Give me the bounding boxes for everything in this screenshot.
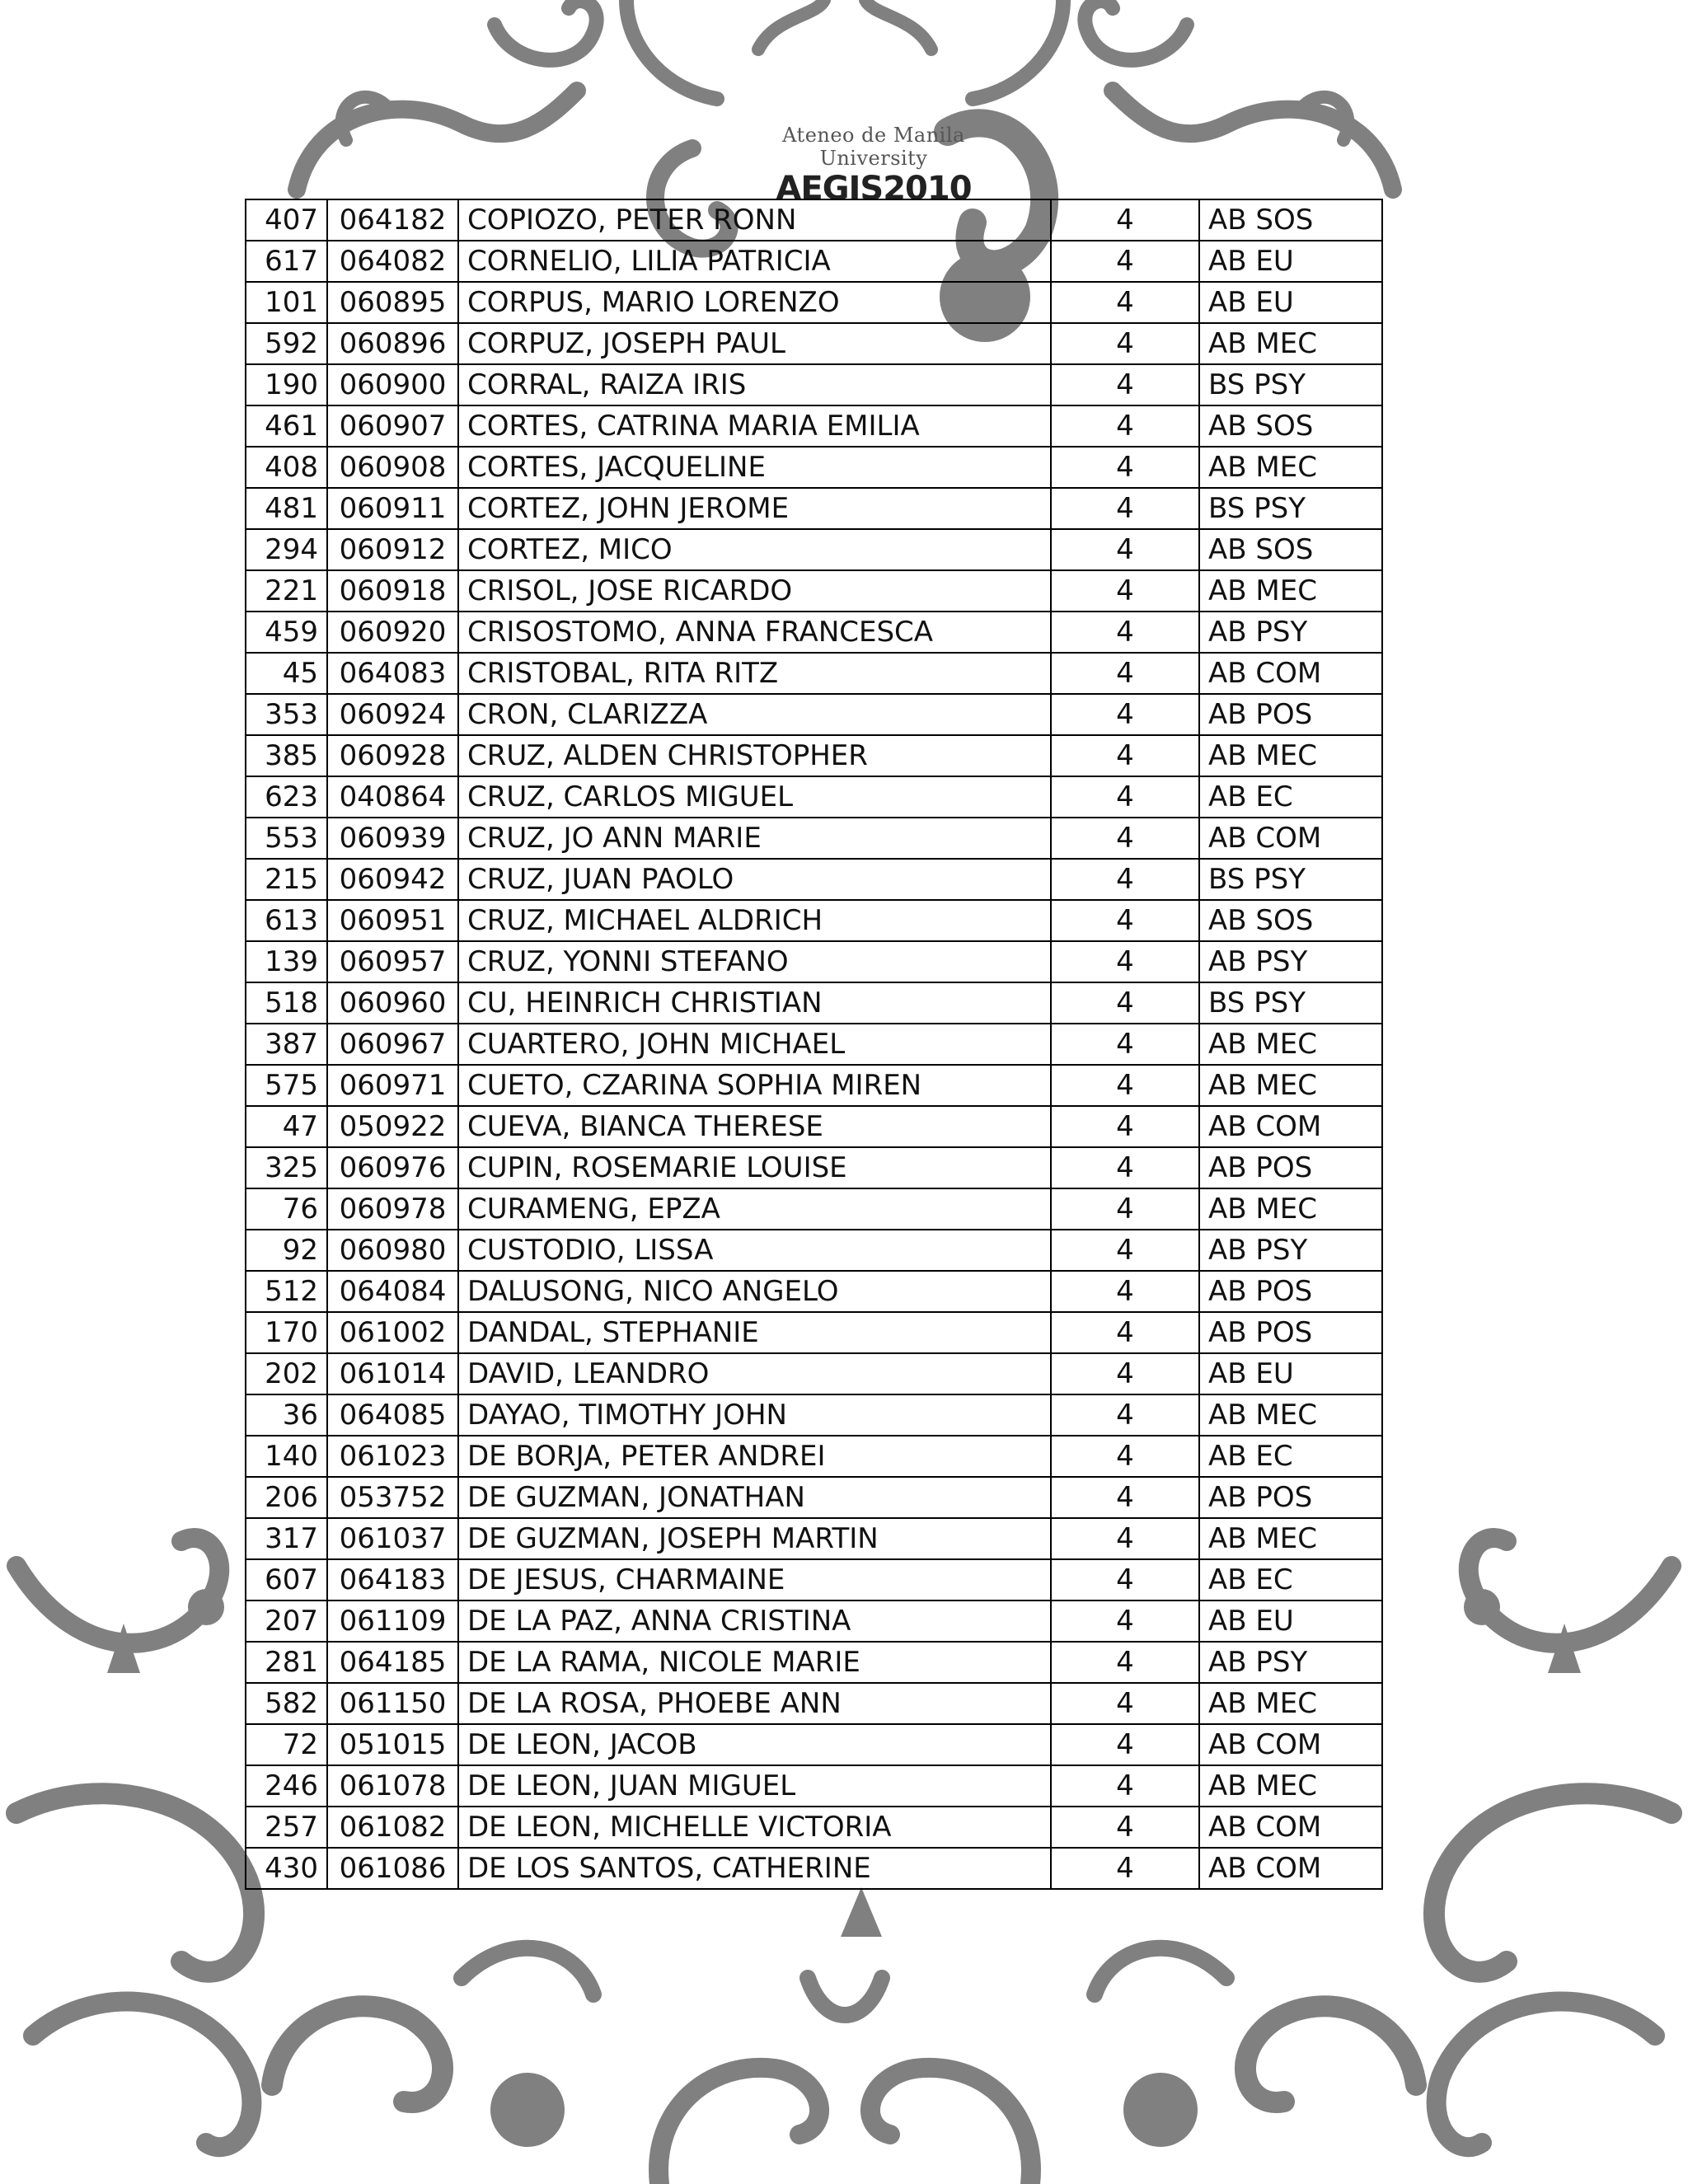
row-number: 36 [246, 1394, 327, 1436]
course-code: AB EU [1199, 282, 1382, 323]
course-code: AB MEC [1199, 1683, 1382, 1724]
student-id: 064183 [327, 1559, 458, 1601]
course-code: BS PSY [1199, 982, 1382, 1024]
course-code: AB POS [1199, 1477, 1382, 1518]
course-code: AB MEC [1199, 447, 1382, 488]
student-name: DE LA ROSA, PHOEBE ANN [458, 1683, 1051, 1724]
student-id: 064083 [327, 653, 458, 694]
row-number: 385 [246, 735, 327, 776]
student-id: 051015 [327, 1724, 458, 1765]
student-name: COPIOZO, PETER RONN [458, 199, 1051, 241]
table-row [246, 694, 1382, 735]
student-name: CORTEZ, JOHN JEROME [458, 488, 1051, 529]
student-id: 060951 [327, 900, 458, 941]
year-level: 4 [1051, 1683, 1199, 1724]
student-id: 060900 [327, 364, 458, 405]
table-row [246, 241, 1382, 282]
row-number: 140 [246, 1436, 327, 1477]
row-number: 257 [246, 1807, 327, 1848]
table-row [246, 1147, 1382, 1188]
table-row [246, 529, 1382, 570]
row-number: 518 [246, 982, 327, 1024]
course-code: BS PSY [1199, 364, 1382, 405]
table-row [246, 364, 1382, 405]
course-code: AB EU [1199, 1601, 1382, 1642]
table-row [246, 1188, 1382, 1230]
row-number: 613 [246, 900, 327, 941]
course-code: AB COM [1199, 818, 1382, 859]
table-row [246, 859, 1382, 900]
course-code: AB POS [1199, 1147, 1382, 1188]
student-id: 060896 [327, 323, 458, 364]
course-code: AB COM [1199, 1848, 1382, 1889]
student-name: CU, HEINRICH CHRISTIAN [458, 982, 1051, 1024]
course-code: AB POS [1199, 1271, 1382, 1312]
row-number: 592 [246, 323, 327, 364]
row-number: 72 [246, 1724, 327, 1765]
student-id: 060939 [327, 818, 458, 859]
student-name: CORTEZ, MICO [458, 529, 1051, 570]
table-row [246, 776, 1382, 818]
year-level: 4 [1051, 1394, 1199, 1436]
student-name: DE GUZMAN, JONATHAN [458, 1477, 1051, 1518]
table-row [246, 1518, 1382, 1559]
row-number: 317 [246, 1518, 327, 1559]
year-level: 4 [1051, 1147, 1199, 1188]
year-level: 4 [1051, 1436, 1199, 1477]
student-name: CORPUZ, JOSEPH PAUL [458, 323, 1051, 364]
table-row [246, 1024, 1382, 1065]
student-id: 064085 [327, 1394, 458, 1436]
course-code: AB EU [1199, 241, 1382, 282]
row-number: 190 [246, 364, 327, 405]
row-number: 325 [246, 1147, 327, 1188]
table-row [246, 1724, 1382, 1765]
student-id: 064185 [327, 1642, 458, 1683]
student-name: CORPUS, MARIO LORENZO [458, 282, 1051, 323]
student-id: 061086 [327, 1848, 458, 1889]
row-number: 221 [246, 570, 327, 612]
course-code: AB SOS [1199, 900, 1382, 941]
course-code: AB COM [1199, 653, 1382, 694]
table-row [246, 570, 1382, 612]
student-id: 064084 [327, 1271, 458, 1312]
year-level: 4 [1051, 1106, 1199, 1147]
student-id: 060908 [327, 447, 458, 488]
course-code: AB SOS [1199, 405, 1382, 447]
row-number: 207 [246, 1601, 327, 1642]
year-level: 4 [1051, 1477, 1199, 1518]
year-level: 4 [1051, 735, 1199, 776]
student-name: CRISOSTOMO, ANNA FRANCESCA [458, 612, 1051, 653]
row-number: 76 [246, 1188, 327, 1230]
year-level: 4 [1051, 900, 1199, 941]
student-id: 061002 [327, 1312, 458, 1353]
course-code: AB COM [1199, 1106, 1382, 1147]
student-id: 060895 [327, 282, 458, 323]
year-level: 4 [1051, 570, 1199, 612]
student-name: CUPIN, ROSEMARIE LOUISE [458, 1147, 1051, 1188]
student-id: 061037 [327, 1518, 458, 1559]
student-id: 050922 [327, 1106, 458, 1147]
course-code: AB EC [1199, 1559, 1382, 1601]
university-name: Ateneo de Manila University [782, 124, 965, 170]
year-level: 4 [1051, 282, 1199, 323]
student-id: 061014 [327, 1353, 458, 1394]
table-row [246, 1271, 1382, 1312]
student-name: CRUZ, YONNI STEFANO [458, 941, 1051, 982]
year-level: 4 [1051, 447, 1199, 488]
student-name: CORTES, JACQUELINE [458, 447, 1051, 488]
row-number: 481 [246, 488, 327, 529]
table-row [246, 488, 1382, 529]
student-id: 060924 [327, 694, 458, 735]
course-code: AB MEC [1199, 323, 1382, 364]
course-code: AB PSY [1199, 612, 1382, 653]
course-code: AB PSY [1199, 941, 1382, 982]
student-id: 040864 [327, 776, 458, 818]
row-number: 623 [246, 776, 327, 818]
year-level: 4 [1051, 859, 1199, 900]
row-number: 202 [246, 1353, 327, 1394]
year-level: 4 [1051, 1724, 1199, 1765]
student-id: 060971 [327, 1065, 458, 1106]
student-name: DE LA PAZ, ANNA CRISTINA [458, 1601, 1051, 1642]
table-row [246, 1065, 1382, 1106]
table-row [246, 1106, 1382, 1147]
student-name: CORRAL, RAIZA IRIS [458, 364, 1051, 405]
year-level: 4 [1051, 818, 1199, 859]
student-id: 060920 [327, 612, 458, 653]
student-name: DAVID, LEANDRO [458, 1353, 1051, 1394]
course-code: AB MEC [1199, 1518, 1382, 1559]
year-level: 4 [1051, 364, 1199, 405]
student-roster-table [245, 199, 1383, 1890]
student-id: 053752 [327, 1477, 458, 1518]
year-level: 4 [1051, 1765, 1199, 1807]
table-row [246, 982, 1382, 1024]
table-row [246, 653, 1382, 694]
student-id: 061109 [327, 1601, 458, 1642]
year-level: 4 [1051, 1807, 1199, 1848]
student-name: DE LEON, JUAN MIGUEL [458, 1765, 1051, 1807]
course-code: AB PSY [1199, 1642, 1382, 1683]
course-code: AB SOS [1199, 529, 1382, 570]
table-row [246, 1477, 1382, 1518]
table-row [246, 1683, 1382, 1724]
table-row [246, 1230, 1382, 1271]
row-number: 459 [246, 612, 327, 653]
student-id: 060967 [327, 1024, 458, 1065]
year-level: 4 [1051, 1065, 1199, 1106]
table-row [246, 323, 1382, 364]
row-number: 215 [246, 859, 327, 900]
row-number: 92 [246, 1230, 327, 1271]
student-id: 060912 [327, 529, 458, 570]
course-code: AB MEC [1199, 735, 1382, 776]
student-name: CRISOL, JOSE RICARDO [458, 570, 1051, 612]
year-level: 4 [1051, 612, 1199, 653]
student-id: 064082 [327, 241, 458, 282]
table-row [246, 199, 1382, 241]
year-level: 4 [1051, 1601, 1199, 1642]
student-name: DE LEON, MICHELLE VICTORIA [458, 1807, 1051, 1848]
student-name: CRUZ, CARLOS MIGUEL [458, 776, 1051, 818]
year-level: 4 [1051, 1271, 1199, 1312]
year-level: 4 [1051, 488, 1199, 529]
row-number: 582 [246, 1683, 327, 1724]
student-id: 060957 [327, 941, 458, 982]
student-name: CUSTODIO, LISSA [458, 1230, 1051, 1271]
course-code: AB EC [1199, 1436, 1382, 1477]
course-code: AB MEC [1199, 570, 1382, 612]
table-row [246, 1353, 1382, 1394]
student-id: 060942 [327, 859, 458, 900]
table-row [246, 1765, 1382, 1807]
row-number: 353 [246, 694, 327, 735]
student-id: 060960 [327, 982, 458, 1024]
year-level: 4 [1051, 241, 1199, 282]
table-row [246, 405, 1382, 447]
student-name: DALUSONG, NICO ANGELO [458, 1271, 1051, 1312]
row-number: 607 [246, 1559, 327, 1601]
student-name: CRISTOBAL, RITA RITZ [458, 653, 1051, 694]
table-row [246, 941, 1382, 982]
student-name: CORNELIO, LILIA PATRICIA [458, 241, 1051, 282]
table-row [246, 447, 1382, 488]
student-id: 060978 [327, 1188, 458, 1230]
year-level: 4 [1051, 1188, 1199, 1230]
row-number: 617 [246, 241, 327, 282]
row-number: 430 [246, 1848, 327, 1889]
year-level: 4 [1051, 1230, 1199, 1271]
student-name: CRUZ, JUAN PAOLO [458, 859, 1051, 900]
student-name: CURAMENG, EPZA [458, 1188, 1051, 1230]
student-id: 060918 [327, 570, 458, 612]
course-code: AB POS [1199, 1312, 1382, 1353]
year-level: 4 [1051, 1848, 1199, 1889]
row-number: 461 [246, 405, 327, 447]
table-row [246, 282, 1382, 323]
student-id: 060928 [327, 735, 458, 776]
course-code: AB SOS [1199, 199, 1382, 241]
course-code: AB COM [1199, 1724, 1382, 1765]
course-code: BS PSY [1199, 488, 1382, 529]
year-level: 4 [1051, 323, 1199, 364]
table-row [246, 1601, 1382, 1642]
roster-body [246, 199, 1382, 1889]
student-id: 060911 [327, 488, 458, 529]
table-row [246, 1436, 1382, 1477]
row-number: 206 [246, 1477, 327, 1518]
row-number: 294 [246, 529, 327, 570]
student-name: CRON, CLARIZZA [458, 694, 1051, 735]
course-code: AB POS [1199, 694, 1382, 735]
student-id: 060976 [327, 1147, 458, 1188]
year-level: 4 [1051, 776, 1199, 818]
student-id: 060980 [327, 1230, 458, 1271]
year-level: 4 [1051, 529, 1199, 570]
aegis-logo [725, 124, 1022, 208]
year-level: 4 [1051, 653, 1199, 694]
row-number: 246 [246, 1765, 327, 1807]
year-level: 4 [1051, 941, 1199, 982]
course-code: AB PSY [1199, 1230, 1382, 1271]
student-name: DE LEON, JACOB [458, 1724, 1051, 1765]
course-code: AB MEC [1199, 1765, 1382, 1807]
row-number: 281 [246, 1642, 327, 1683]
course-code: BS PSY [1199, 859, 1382, 900]
year-level: 4 [1051, 982, 1199, 1024]
year-level: 4 [1051, 1518, 1199, 1559]
table-row [246, 900, 1382, 941]
student-id: 061023 [327, 1436, 458, 1477]
table-row [246, 1807, 1382, 1848]
student-id: 061082 [327, 1807, 458, 1848]
year-level: 4 [1051, 1353, 1199, 1394]
student-name: CRUZ, MICHAEL ALDRICH [458, 900, 1051, 941]
row-number: 512 [246, 1271, 327, 1312]
row-number: 575 [246, 1065, 327, 1106]
student-name: DAYAO, TIMOTHY JOHN [458, 1394, 1051, 1436]
student-name: DANDAL, STEPHANIE [458, 1312, 1051, 1353]
table-row [246, 612, 1382, 653]
yearbook-brand: AEGIS2010 [776, 170, 972, 208]
course-code: AB MEC [1199, 1065, 1382, 1106]
row-number: 553 [246, 818, 327, 859]
year-level: 4 [1051, 694, 1199, 735]
row-number: 387 [246, 1024, 327, 1065]
row-number: 408 [246, 447, 327, 488]
student-name: DE LA RAMA, NICOLE MARIE [458, 1642, 1051, 1683]
row-number: 45 [246, 653, 327, 694]
course-code: AB EC [1199, 776, 1382, 818]
student-name: CRUZ, ALDEN CHRISTOPHER [458, 735, 1051, 776]
year-level: 4 [1051, 1642, 1199, 1683]
student-name: CUETO, CZARINA SOPHIA MIREN [458, 1065, 1051, 1106]
table-row [246, 1394, 1382, 1436]
course-code: AB MEC [1199, 1394, 1382, 1436]
row-number: 101 [246, 282, 327, 323]
table-row [246, 1312, 1382, 1353]
student-name: CUEVA, BIANCA THERESE [458, 1106, 1051, 1147]
table-row [246, 735, 1382, 776]
row-number: 139 [246, 941, 327, 982]
course-code: AB MEC [1199, 1188, 1382, 1230]
student-name: CORTES, CATRINA MARIA EMILIA [458, 405, 1051, 447]
year-level: 4 [1051, 1024, 1199, 1065]
student-name: CUARTERO, JOHN MICHAEL [458, 1024, 1051, 1065]
student-id: 064182 [327, 199, 458, 241]
row-number: 170 [246, 1312, 327, 1353]
table-row [246, 818, 1382, 859]
student-name: DE LOS SANTOS, CATHERINE [458, 1848, 1051, 1889]
course-code: AB MEC [1199, 1024, 1382, 1065]
row-number: 47 [246, 1106, 327, 1147]
course-code: AB EU [1199, 1353, 1382, 1394]
table-row [246, 1848, 1382, 1889]
year-level: 4 [1051, 405, 1199, 447]
student-name: DE JESUS, CHARMAINE [458, 1559, 1051, 1601]
student-name: DE BORJA, PETER ANDREI [458, 1436, 1051, 1477]
table-row [246, 1559, 1382, 1601]
student-id: 060907 [327, 405, 458, 447]
row-number: 407 [246, 199, 327, 241]
year-level: 4 [1051, 199, 1199, 241]
student-id: 061078 [327, 1765, 458, 1807]
year-level: 4 [1051, 1312, 1199, 1353]
student-name: DE GUZMAN, JOSEPH MARTIN [458, 1518, 1051, 1559]
student-name: CRUZ, JO ANN MARIE [458, 818, 1051, 859]
student-id: 061150 [327, 1683, 458, 1724]
course-code: AB COM [1199, 1807, 1382, 1848]
table-row [246, 1642, 1382, 1683]
year-level: 4 [1051, 1559, 1199, 1601]
